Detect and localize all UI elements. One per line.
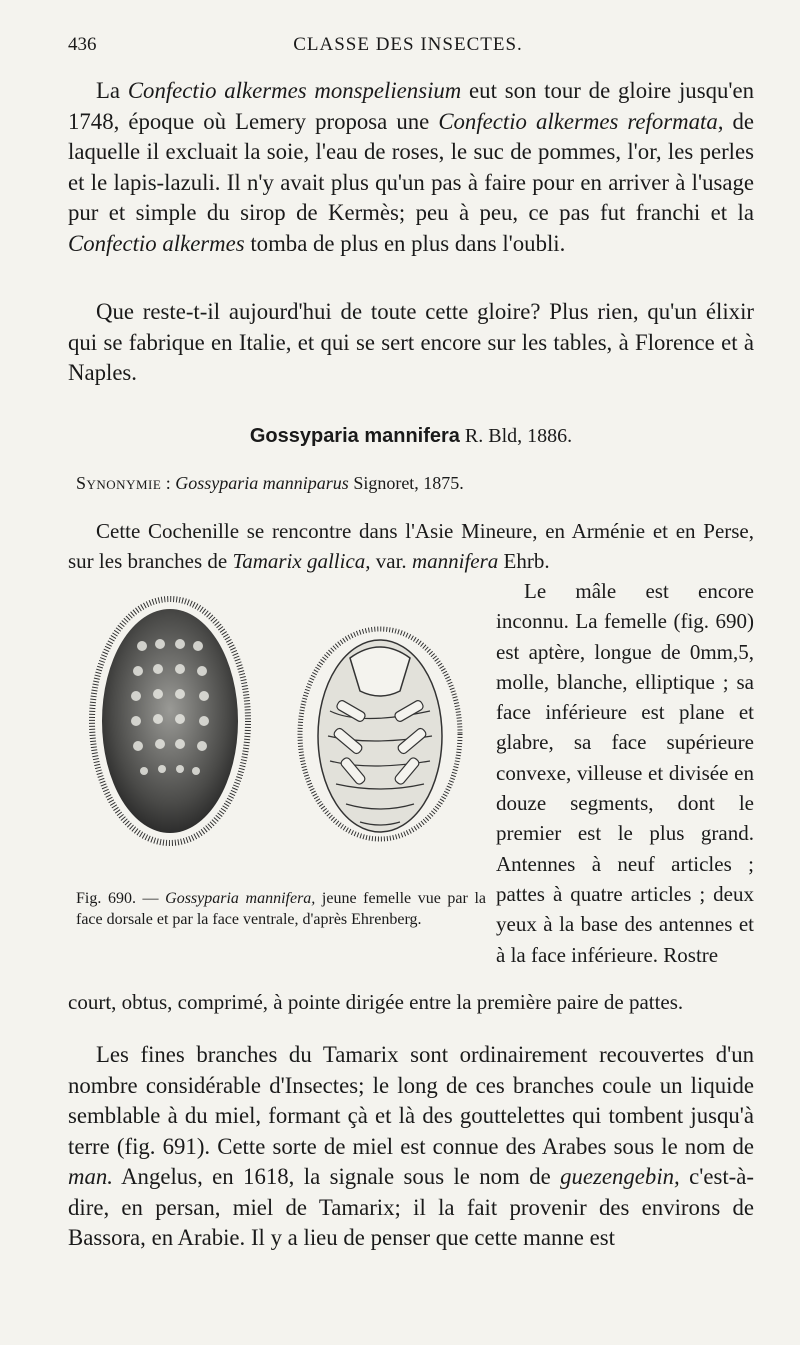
- species-author: R. Bld, 1886.: [459, 425, 573, 447]
- species-heading: [68, 425, 754, 448]
- synonymy-line: Synonymie : Gossyparia manniparus Signoret, 1875.: [76, 473, 464, 493]
- running-head: CLASSE DES INSECTES.: [293, 34, 523, 55]
- insect-illustration: [80, 596, 490, 864]
- ventral-view: [300, 629, 460, 839]
- figure-caption: Fig. 690. — Gossyparia mannifera, jeune femelle vue par la face dorsale et par la face ventrale, d'après Ehrenberg.: [76, 890, 486, 928]
- page-number: 436: [68, 34, 97, 55]
- paragraph-description-end: court, obtus, comprimé, à pointe dirigée entre la première paire de pattes.: [68, 990, 684, 1014]
- paragraph-confectio: La Confectio alkermes monspeliensium eut son tour de gloire jusqu'en 1748, époque où Lemery proposa une Confectio alkermes reformata, de laquelle il excluait la soie, l'eau de roses, le suc de pommes, l'or, les perles et le lapis-lazuli. Il n'y avait plus qu'un pas à faire pour en arriver à l'usage pur et simple du sirop de Kermès; peu à peu, ce pas fut franchi et la Confectio alkermes tomba de plus en plus dans l'oubli.: [68, 78, 755, 256]
- paragraph-manne: Les fines branches du Tamarix sont ordinairement recouvertes d'un nombre considérable d'Insectes; le long de ces branches coule un liquide semblable à du miel, formant çà et là des gouttelettes qui tombent jusqu'à terre (fig. 691). Cette sorte de miel est connue des Arabes sous le nom de man. Angelus, en 1618, la signale sous le nom de guezengebin, c'est-à-dire, en persan, miel de Tamarix; il la fait provenir des environs de Bassora, en Arabie. Il y a lieu de penser que cette manne est: [68, 1042, 754, 1250]
- description-column: Le mâle est encore inconnu. La femelle (fig. 690) est aptère, longue de 0mm,5, molle, blanche, elliptique ; sa face inférieure est plane et glabre, sa face supérieure convexe, villeuse et divisée en douze segments, dont le premier est le plus grand. Antennes à neuf articles ; pattes à quatre articles ; deux yeux à la base des antennes et à la face inférieure. Rostre: [496, 579, 754, 967]
- paragraph-gloire: Que reste-t-il aujourd'hui de toute cette gloire? Plus rien, qu'un élixir qui se fabrique en Italie, et qui se sert encore sur les tables, à Florence et à Naples.: [68, 299, 754, 385]
- synonymy-label: Synonymie: [76, 473, 162, 493]
- page-header: [68, 34, 748, 64]
- species-name: Gossyparia mannifera: [249, 425, 460, 447]
- paragraph-distribution: Cette Cochenille se rencontre dans l'Asie Mineure, en Arménie et en Perse, sur les branches de Tamarix gallica, var. mannifera Ehrb.: [68, 519, 754, 573]
- dorsal-view: [92, 599, 248, 843]
- synonym-name: Gossyparia manniparus: [175, 473, 349, 493]
- figure-690: [80, 596, 490, 864]
